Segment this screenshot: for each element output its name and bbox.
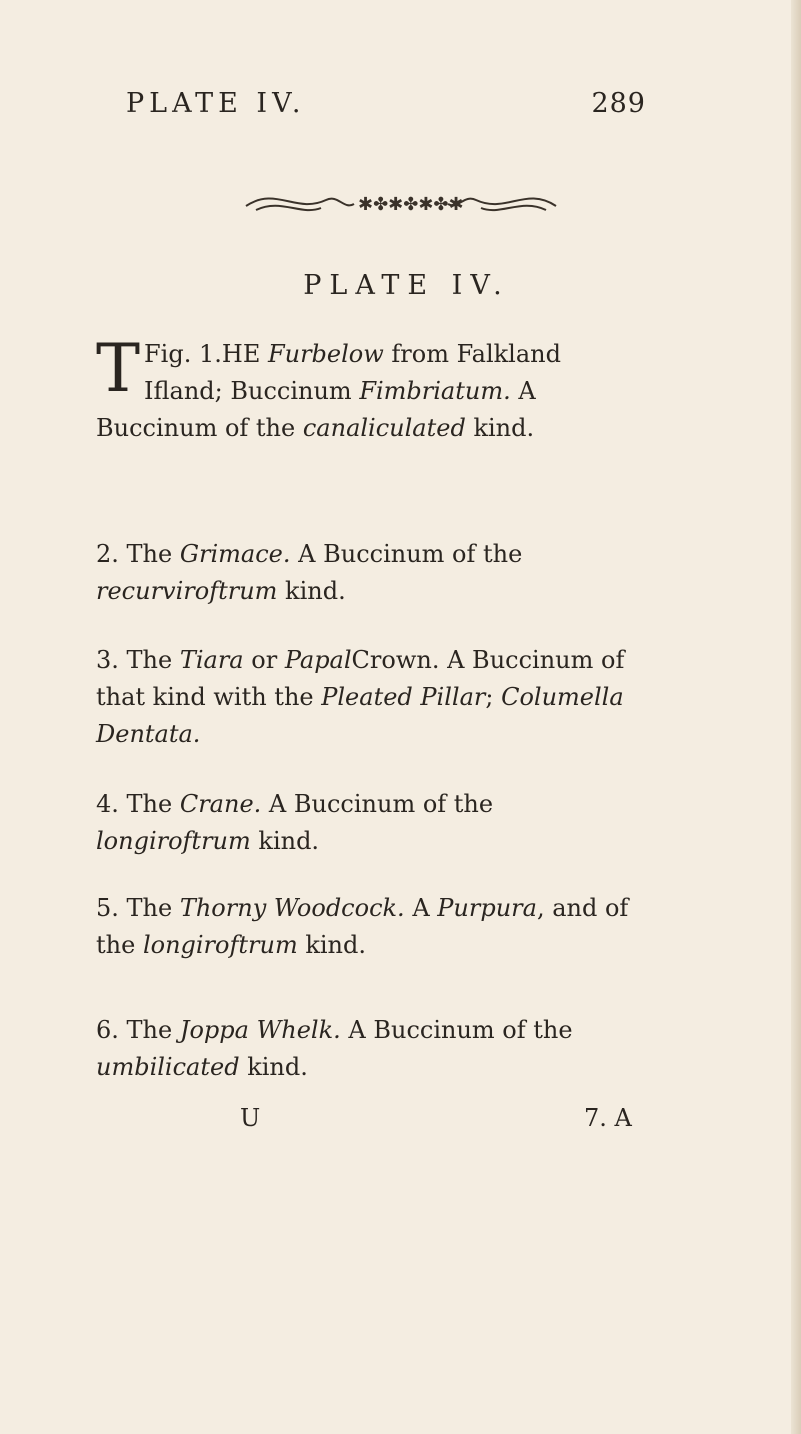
kind-name: canaliculated <box>302 414 466 442</box>
svg-text:✱✤✱✤✱✤✱: ✱✤✱✤✱✤✱ <box>358 194 464 215</box>
entry-text: A Buccinum of the <box>96 377 536 442</box>
entry-text: or <box>243 646 285 674</box>
running-head <box>126 88 646 128</box>
entry-text: ; <box>485 683 502 711</box>
signature-mark: U <box>240 1104 261 1132</box>
entry-text: HE <box>221 340 268 368</box>
entry-text: The <box>126 646 180 674</box>
page-number: 289 <box>591 88 646 119</box>
shell-name: Tiara <box>179 646 244 674</box>
entry-text: Crown. A Buccinum of that kind with the <box>96 646 625 711</box>
kind-name: Pleated Pillar <box>321 683 486 711</box>
drop-cap: T <box>96 330 141 407</box>
shell-name: Papal <box>284 646 352 674</box>
shell-name: Crane. <box>179 790 262 818</box>
kind-name: umbilicated <box>96 1053 240 1081</box>
species-name: Columella Dentata. <box>96 683 624 748</box>
entry-text: kind. <box>239 1053 308 1081</box>
entry-fig-1 <box>96 330 636 447</box>
entry-text: from Falkland Ifland; Buccinum <box>144 340 561 405</box>
catchword: 7. A <box>584 1104 632 1132</box>
figure-number: 5. <box>96 894 119 922</box>
entry-text: The <box>126 1016 180 1044</box>
entry-text: A <box>404 894 438 922</box>
figure-label: Fig. 1. <box>144 340 222 368</box>
entry-text: kind. <box>465 414 535 442</box>
entry-text: A Buccinum of the <box>261 790 494 818</box>
entry-text: The <box>126 894 180 922</box>
entry-text: The <box>126 790 180 818</box>
running-head-title: PLATE IV. <box>126 88 306 119</box>
entry-fig-6 <box>96 1012 636 1086</box>
figure-number: 2. <box>96 540 119 568</box>
species-name: Fimbriatum. <box>359 377 511 405</box>
entry-text: kind. <box>277 577 346 605</box>
plate-title: PLATE IV. <box>303 270 510 301</box>
figure-number: 3. <box>96 646 119 674</box>
kind-name: longiroftrum <box>96 827 251 855</box>
figure-number: 6. <box>96 1016 119 1044</box>
genus-name: Purpura <box>437 894 537 922</box>
kind-name: longiroftrum <box>142 931 298 959</box>
page-edge <box>791 0 801 1434</box>
entry-text: kind. <box>250 827 320 855</box>
entry-text: kind. <box>297 931 366 959</box>
entry-fig-3 <box>96 642 636 753</box>
entry-text: , and of the <box>96 894 629 959</box>
entry-fig-4 <box>96 786 636 860</box>
entry-fig-5 <box>96 890 636 964</box>
shell-name: Thorny Woodcock. <box>179 894 405 922</box>
page-footer <box>0 1104 801 1144</box>
shell-name: Grimace. <box>179 540 291 568</box>
kind-name: recurviroftrum <box>96 577 278 605</box>
figure-number: 4. <box>96 790 119 818</box>
entry-text: A Buccinum of the <box>290 540 523 568</box>
shell-name: Joppa Whelk. <box>179 1016 341 1044</box>
entry-text: A Buccinum of the <box>340 1016 573 1044</box>
ornament-icon <box>226 180 576 224</box>
entry-fig-2 <box>96 536 636 610</box>
entry-text: The <box>126 540 180 568</box>
shell-name: Furbelow <box>267 340 384 368</box>
